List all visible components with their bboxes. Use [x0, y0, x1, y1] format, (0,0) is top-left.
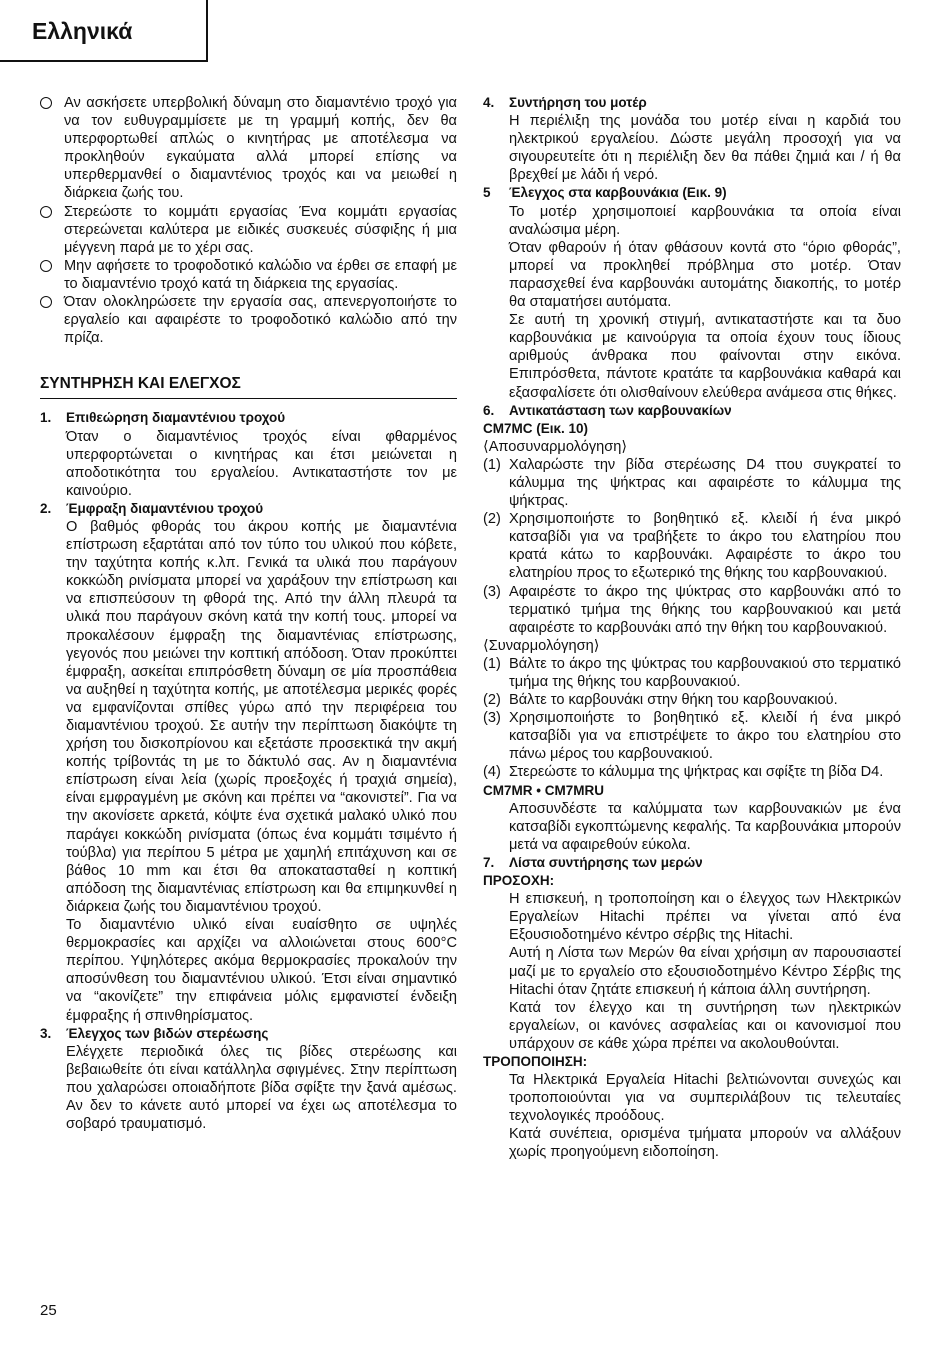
- page-number: 25: [40, 1302, 57, 1319]
- language-tab: [0, 0, 208, 62]
- circle-bullet-icon: [40, 206, 52, 218]
- left-column: [40, 94, 457, 1133]
- section-3: 3. Έλεγχος των βιδών στερέωσης Ελέγχετε περιοδικά όλες τις βίδες στερέωσης και βεβαιωθείτε ότι είναι κατάλληλα σφιγμένες. Στην περίπτωση που χαλαρώσει οποιαδήποτε βίδα σφίξτε την ξανά αμέσως. Αν δεν το κάνετε αυτό μπορεί να έχει ως αποτέλεσμα το σοβαρό τραυματισμό.: [40, 1025, 457, 1133]
- step-item: (1) Βάλτε το άκρο της ψύκτρας του καρβουνακιού στο τερματικό τμήμα της θήκης του καρβουνακιού.: [483, 655, 901, 690]
- modification-label: ΤΡΟΠΟΠΟΙΗΣΗ:: [483, 1053, 588, 1069]
- section-title: Λίστα συντήρησης των μερών: [509, 854, 703, 870]
- section-2: 2. Έμφραξη διαμαντένιου τροχού Ο βαθμός φθοράς του άκρου κοπής με διαμαντένια επίστρωση εξαρτάται από τον τύπο του υλικού που κόβετε, την ταχύτητα κοπής κ.λπ. Γενικά τα υλικά που παράγουν κοκκώδη ρινίσματα μπορεί να χαράξουν την επίστρωση και να επισπεύσουν τη φθορά της. Από την άλλη πλευρά τα υλικά που παράγουν σκόνη κατά την κοπή τους. μπορεί να προκαλέσουν έμφραξη της διαμαντένιας επίστρωσης, γεγονός που μειώνει την κοπτική απόδοση. Όταν προκύπτει έμφραξη, ασκείται επιπρόσθετη δύναμη σε μία προσπάθεια να αυξηθεί η ταχύτητα κοπής, με αποτέλεσμα μερικές φορές να εμφανίζονται σπίθες γύρω από την περιφέρεια του διαμαντένιου τροχού. Σε αυτήν την περίπτωση διακόψτε τη χρήση του δισκοπρίονου και εξετάστε προσεκτικά την ακμή κοπής τρίβοντάς τη με το δάκτυλό σας. Αν η διαμαντένια επίστρωση είναι λεία (χωρίς προεξοχές ή τραχιά σημεία), είναι εμφραγμένη με σκόνη και πρέπει να “ακονιστεί”. Για να την ακονίσετε αρκετά, κόψτε ένα σχετικά μαλακό υλικό που παράγει κοκκώδη ρινίσματα (όπως ένα κομμάτι τσιμέντο ή τούβλα) για περίπου 5 μέτρα με χαμηλή επιτάχυνση και σε βάθος 10 mm και έτσι θα αποκατασταθεί η κοπτική απόδοση της διαμαντένιας επίστρωση και θα επιμηκυνθεί η διάρκεια ζωής του διαμαντένιου τροχού. Το διαμαντένιο υλικό είναι ευαίσθητο σε υψηλές θερμοκρασίες και αρχίζει να αλλοιώνεται στους 600°C περίπου. Υψηλότερες ακόμα θερμοκρασίες προκαλούν την αποσύνθεση του διαμαντένιου υλικού. Έτσι είναι σημαντικό να “ακονίζετε” την επιφάνεια μόλις εμφανιστεί ένδειξη έμφραξης ή σπινθηρίσματος.: [40, 500, 457, 1024]
- right-column: 4. Συντήρηση του μοτέρ Η περιέλιξη της μονάδα του μοτέρ είναι η καρδιά του ηλεκτρικού εργαλείου. Δώστε μεγάλη προσοχή για να σιγουρευτείτε ότι η περιέλιξη δεν θα πάθει ζημιά και / ή θα βρεχθεί με λάδι ή νερό. 5 Έλεγχος στα καρβουνάκια (Εικ. 9) Το μοτέρ χρησιμοποιεί καρβουνάκια τα οποία είναι αναλώσιμα μέρη. Όταν φθαρούν ή όταν φθάσουν κοντά στο “όριο φθοράς”, μπορεί να προκληθεί πρόβλημα στο μοτέρ. Όταν παρασχεθεί ένα καρβουνάκι αυτομάτης διακοπής, το μοτέρ θα σταματήσει αυτόματα. Σε αυτή τη χρονική στιγμή, αντικαταστήστε και τα δυο καρβουνάκια με καινούργια τα οποία έχουν τους ίδιους αριθμούς άνθρακα που φαίνονται στην εικόνα. Επιπρόσθετα, πάντοτε κρατάτε τα καρβουνάκια καθαρά και εξασφαλίσετε ότι ολισθαίνουν ελεύθερα ανάμεσα στις θήκες. 6. Αντικατάσταση των καρβουνακίων CM7MC (Εικ. 10) ⟨Αποσυναρμολόγηση⟩ (1) Χαλαρώστε την βίδα στερέωσης D4 ττου συγκρατεί το κάλυμμα της ψήκτρας και αφαιρέστε το κάλυμμα της ψήκτρας. (2) Χρησιμοποιήστε το βοηθητικό εξ. κλειδί ή ένα μικρό κατσαβίδι για να τραβήξετε το άκρο του ελατηρίου που κρατά κάτω το καρβουνάκι. Αφαιρέστε το άκρο του ελατηρίου προς το εξωτερικό της θήκης του καρβουνακιού. (3) Αφαιρέστε το άκρο της ψύκτρας στο καρβουνάκι από το τερματικό τμήμα της θήκης του καρβουνακιού και μετά αφαιρέστε το καρβουνάκι από την θήκη του καρβουνακιού. ⟨Συναρμολόγηση⟩ (1) Βάλτε το άκρο της ψύκτρας του καρβουνακιού στο τερματικό τμήμα της θήκης του καρβουνακιού. (2) Βάλτε το καρβουνάκι στην θήκη του καρβουνακιού. (3) Χρησιμοποιήστε το βοηθητικό εξ. κλειδί ή ένα μικρό κατσαβίδι για να επιστρέψετε το άκρο του ελατηρίου στο πάνω μέρος του καρβουνακιού. (4) Στερεώστε το κάλυμμα της ψήκτρας και σφίξτε τη βίδα D4. CM7MR • CM7MRU Αποσυνδέστε τα καλύμματα των καρβουνακιών με ένα κατσαβίδι εγκοπτώμενης κεφαλής. Τα καρβουνάκια μπορούν μετά να αφαιρεθούν εύκολα. 7. Λίστα συντήρησης των μερών ΠΡΟΣΟΧΗ: Η επισκευή, η τροποποίηση και ο έλεγχος των Ηλεκτρικών Εργαλείων Hitachi πρέπει να γίνεται από ένα Εξουσιοδοτημένο κέντρο σέρβις της Hitachi. Αυτή η Λίστα των Μερών θα είναι χρήσιμη αν παρουσιαστεί μαζί με το εργαλείο στο εξουσιοδοτημένο Κέντρο Σέρβις της Hitachi όταν ζητάτε επισκευή ή κάποια άλλη συντήρηση. Κατά τον έλεγχο και τη συντήρηση των ηλεκτρικών εργαλείων, οι κανόνες ασφαλείας και οι κανονισμοί που υπάρχουν σε κάθε χώρα πρέπει να ακολουθούνται. ΤΡΟΠΟΠΟΙΗΣΗ: Τα Ηλεκτρικά Εργαλεία Hitachi βελτιώνονται συνεχώς και τροποποιούνται για να συμπεριλάβουν τις τελευταίες τεχνολογικές προόδους. Κατά συνέπεια, ορισμένα τμήματα μπορούν να αλλάξουν χωρίς προηγούμενη ειδοποίηση.: [483, 95, 901, 1161]
- model-label: CM7MC (Εικ. 10): [483, 420, 589, 436]
- step-item: (3) Αφαιρέστε το άκρο της ψύκτρας στο καρβουνάκι από το τερματικό τμήμα της θήκης του καρβουνακιού και μετά αφαιρέστε το καρβουνάκι από την θήκη του καρβουνακιού.: [483, 583, 901, 636]
- circle-bullet-icon: [40, 97, 52, 109]
- bullet-item: Αν ασκήσετε υπερβολική δύναμη στο διαμαντένιο τροχό για να τον ευθυγραμμίσετε με τη γραμμή κοπής, δεν θα υπερφορτωθεί απλώς ο κινητήρας με αποτέλεσμα να προκληθούν εγκαύματα αλλά μπορεί επίσης να υπερθερμανθεί ο διαμαντένιος τροχός και να μειωθεί η διάρκεια ζωής του.: [40, 94, 457, 203]
- section-heading: ΣΥΝΤΗΡΗΣΗ ΚΑΙ ΕΛΕΓΧΟΣ: [40, 369, 457, 399]
- section-1: 1. Επιθεώρηση διαμαντένιου τροχού Όταν ο διαμαντένιος τροχός είναι φθαρμένος υπερφορτώνεται ο κινητήρας και έτσι μειώνεται η αποδοτικότητα του εργαλείου. Αντικαταστήστε τον με καινούριο.: [40, 410, 457, 499]
- section-title: Έλεγχος των βιδών στερέωσης: [66, 1025, 269, 1041]
- step-item: (3) Χρησιμοποιήστε το βοηθητικό εξ. κλειδί ή ένα μικρό κατσαβίδι για να επιστρέψετε το άκρο του ελατηρίου στο πάνω μέρος του καρβουνακιού.: [483, 710, 901, 763]
- bullet-item: Στερεώστε το κομμάτι εργασίας Ένα κομμάτι εργασίας στερεώνεται καλύτερα με ειδικές συσκευές σύσφιξης ή μια μέγγενη παρά με το χέρι σας.: [40, 203, 457, 257]
- section-6: 6. Αντικατάσταση των καρβουνακίων: [483, 402, 901, 420]
- subsection-label: ⟨Συναρμολόγηση⟩: [483, 637, 600, 654]
- circle-bullet-icon: [40, 296, 52, 308]
- circle-bullet-icon: [40, 260, 52, 272]
- step-item: (4) Στερεώστε το κάλυμμα της ψήκτρας και σφίξτε τη βίδα D4.: [483, 764, 884, 781]
- section-title: Έλεγχος στα καρβουνάκια (Εικ. 9): [509, 185, 727, 201]
- step-item: (1) Χαλαρώστε την βίδα στερέωσης D4 ττου συγκρατεί το κάλυμμα της ψήκτρας και αφαιρέστε το κάλυμμα της ψήκτρας.: [483, 456, 901, 510]
- section-title: Αντικατάσταση των καρβουνακίων: [509, 402, 732, 418]
- subsection-label: ⟨Αποσυναρμολόγηση⟩: [483, 438, 628, 455]
- section-title: Συντήρηση του μοτέρ: [509, 95, 647, 110]
- bullet-item: Όταν ολοκληρώσετε την εργασία σας, απενεργοποιήστε το εργαλείο και αφαιρέστε το τροφοδοτικό καλώδιο από την πρίζα.: [40, 293, 457, 347]
- caution-label: ΠΡΟΣΟΧΗ:: [483, 873, 555, 889]
- language-label: Ελληνικά: [32, 18, 133, 44]
- section-7: 7. Λίστα συντήρησης των μερών: [483, 854, 901, 872]
- bullet-item: Μην αφήσετε το τροφοδοτικό καλώδιο να έρθει σε επαφή με το διαμαντένιο τροχό κατά τη διάρκεια της εργασίας.: [40, 257, 457, 293]
- section-title: Έμφραξη διαμαντένιου τροχού: [66, 500, 264, 516]
- step-item: (2) Βάλτε το καρβουνάκι στην θήκη του καρβουνακιού.: [483, 692, 838, 709]
- model-label: CM7MR • CM7MRU: [483, 782, 604, 798]
- section-4: 4. Συντήρηση του μοτέρ Η περιέλιξη της μονάδα του μοτέρ είναι η καρδιά του ηλεκτρικού εργαλείου. Δώστε μεγάλη προσοχή για να σιγουρευτείτε ότι η περιέλιξη δεν θα πάθει ζημιά και / ή θα βρεχθεί με λάδι ή νερό.: [483, 95, 901, 184]
- step-item: (2) Χρησιμοποιήστε το βοηθητικό εξ. κλειδί ή ένα μικρό κατσαβίδι για να τραβήξετε το άκρο του ελατηρίου που κρατά κάτω το καρβουνάκι. Αφαιρέστε το άκρο του ελατηρίου προς το εξωτερικό της θήκης του καρβουνακιού.: [483, 511, 901, 582]
- section-5: 5 Έλεγχος στα καρβουνάκια (Εικ. 9) Το μοτέρ χρησιμοποιεί καρβουνάκια τα οποία είναι αναλώσιμα μέρη. Όταν φθαρούν ή όταν φθάσουν κοντά στο “όριο φθοράς”, μπορεί να προκληθεί πρόβλημα στο μοτέρ. Όταν παρασχεθεί ένα καρβουνάκι αυτομάτης διακοπής, το μοτέρ θα σταματήσει αυτόματα. Σε αυτή τη χρονική στιγμή, αντικαταστήστε και τα δυο καρβουνάκια με καινούργια τα οποία έχουν τους ίδιους αριθμούς άνθρακα που φαίνονται στην εικόνα. Επιπρόσθετα, πάντοτε κρατάτε τα καρβουνάκια καθαρά και εξασφαλίσετε ότι ολισθαίνουν ελεύθερα ανάμεσα στις θήκες.: [483, 185, 901, 401]
- section-title: Επιθεώρηση διαμαντένιου τροχού: [66, 410, 286, 426]
